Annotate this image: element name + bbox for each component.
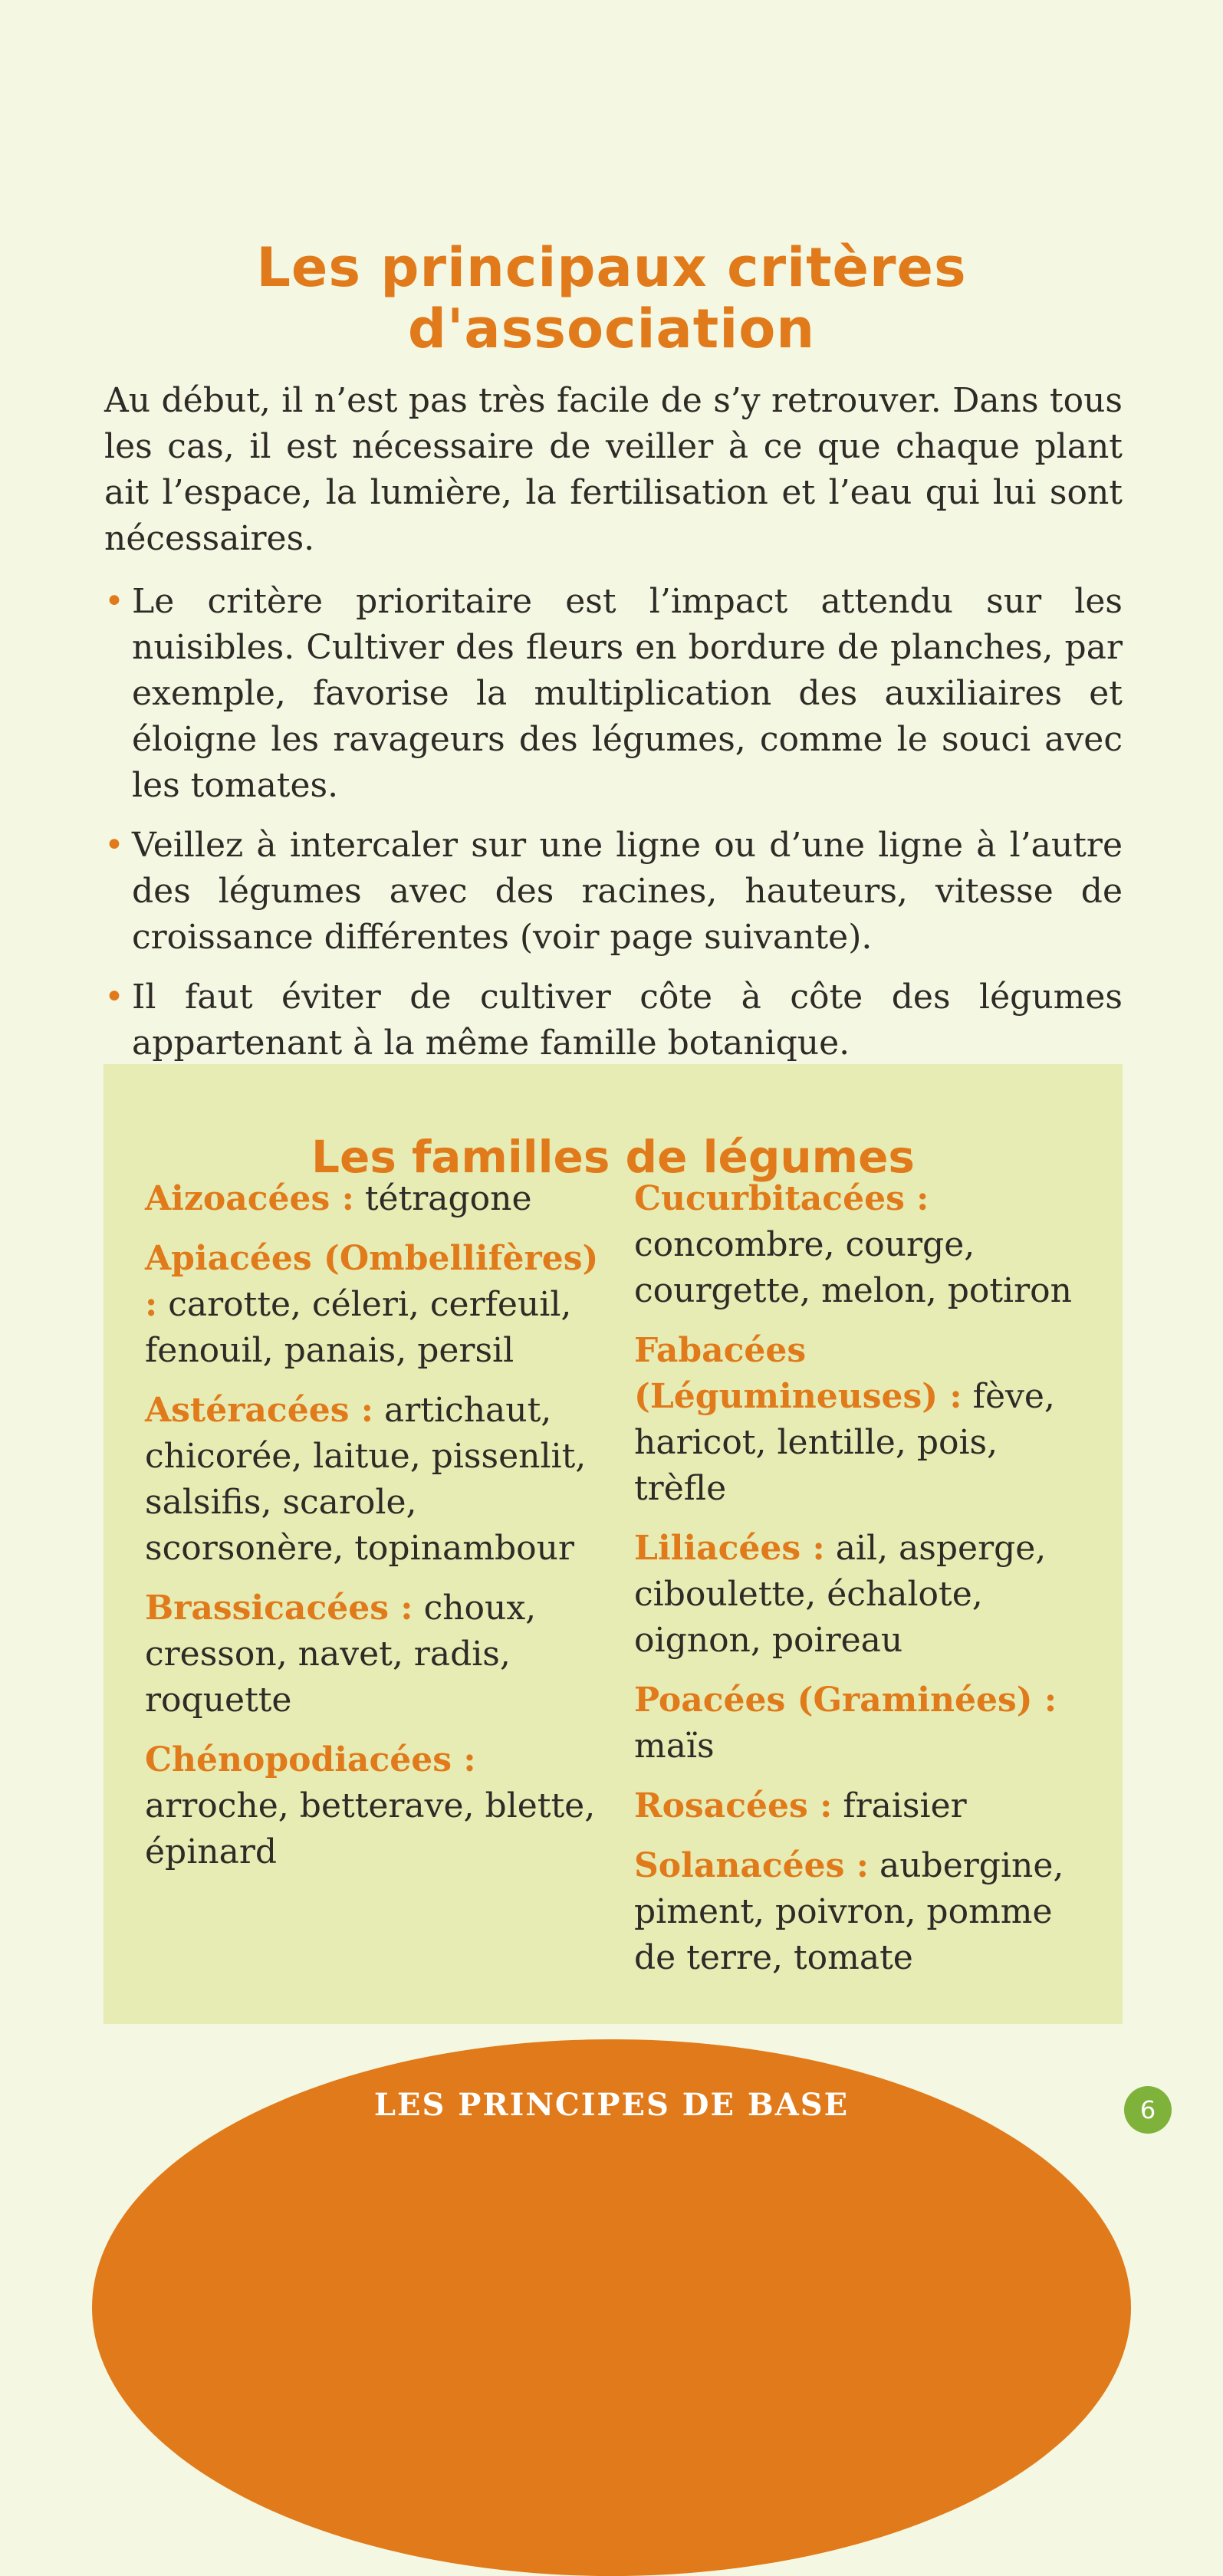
family-entry: [145, 1585, 605, 1723]
family-entry: [634, 1328, 1094, 1512]
intro-paragraph: Au début, il n’est pas très facile de s’y retrouver. Dans tous les cas, il est nécessaire de veiller à ce que chaque plant ait l’espace, la lumière, la fertilisation et l’eau qui lui sont nécessaires.: [104, 381, 1123, 558]
criteria-text: Le critère prioritaire est l’impact attendu sur les nuisibles. Cultiver des fleurs en bordure de planches, par exemple, favorise la multiplication des auxiliaires et éloigne les ravageurs des légumes, comme le souci avec les tomates.: [132, 582, 1123, 805]
family-vegetables: fraisier: [843, 1786, 967, 1825]
box-title: Les familles de légumes: [311, 1131, 915, 1184]
family-name: Brassicacées :: [145, 1589, 413, 1628]
family-entry: [634, 1843, 1094, 1981]
criteria-text: Veillez à intercaler sur une ligne ou d’une ligne à l’autre des légumes avec des racines, hauteurs, vitesse de croissance différentes (voir page suivante).: [132, 826, 1123, 957]
page-title-line-2: d'association: [407, 297, 816, 360]
family-entry: [145, 1176, 605, 1222]
criteria-text: Il faut éviter de cultiver côte à côte des légumes appartenant à la même famille botanique.: [132, 978, 1123, 1063]
family-entry: [634, 1677, 1094, 1769]
family-name: Solanacées :: [634, 1846, 869, 1885]
family-entry: [634, 1526, 1094, 1664]
family-name: Rosacées :: [634, 1786, 833, 1825]
family-name: Cucurbitacées :: [634, 1179, 929, 1218]
family-vegetables: tétragone: [364, 1179, 532, 1218]
family-name: Apiacées (Ombellifères) :: [145, 1239, 599, 1324]
bullet-icon: •: [104, 978, 124, 1017]
family-name: Poacées (Graminées) :: [634, 1681, 1057, 1720]
family-vegetables: carotte, céleri, cerfeuil, fenouil, panais, persil: [145, 1285, 572, 1370]
family-entry: [634, 1783, 1094, 1829]
family-entry: [145, 1388, 605, 1572]
page-number-badge: 6: [1124, 2086, 1172, 2134]
family-vegetables: arroche, betterave, blette, épinard: [145, 1786, 596, 1871]
page-title-line-1: Les principaux critères: [256, 235, 967, 299]
family-vegetables: ail, asperge, ciboulette, échalote, oignon, poireau: [634, 1529, 1047, 1660]
family-name: Astéracées :: [145, 1391, 374, 1430]
families-column-right: [634, 1176, 1094, 1995]
family-name: Chénopodiacées :: [145, 1740, 476, 1779]
family-vegetables: choux, cresson, navet, radis, roquette: [145, 1589, 537, 1720]
criteria-item: [104, 974, 1123, 1066]
family-vegetables: aubergine, piment, poivron, pomme de terre, tomate: [634, 1846, 1064, 1977]
criteria-list: [104, 579, 1123, 1080]
family-vegetables: maïs: [634, 1727, 715, 1766]
criteria-item: [104, 579, 1123, 809]
family-entry: [634, 1176, 1094, 1314]
bullet-icon: •: [104, 826, 124, 865]
family-vegetables: fève, haricot, lentille, pois, trèfle: [634, 1377, 1055, 1508]
page-title: [0, 237, 1223, 360]
family-name: Liliacées :: [634, 1529, 825, 1568]
criteria-item: [104, 823, 1123, 961]
family-vegetables: artichaut, chicorée, laitue, pissenlit, salsifis, scarole, scorsonère, topinambour: [145, 1391, 587, 1568]
family-entry: [145, 1737, 605, 1875]
vegetable-families-box: [104, 1064, 1123, 2024]
bullet-icon: •: [104, 582, 124, 621]
family-vegetables: concombre, courge, courgette, melon, potiron: [634, 1225, 1072, 1310]
family-entry: [145, 1236, 605, 1374]
section-label: LES PRINCIPES DE BASE: [373, 2087, 850, 2123]
family-name: Aizoacées :: [145, 1179, 354, 1218]
families-column-left: [145, 1176, 605, 1889]
family-name: Fabacées (Légumineuses) :: [634, 1331, 962, 1416]
